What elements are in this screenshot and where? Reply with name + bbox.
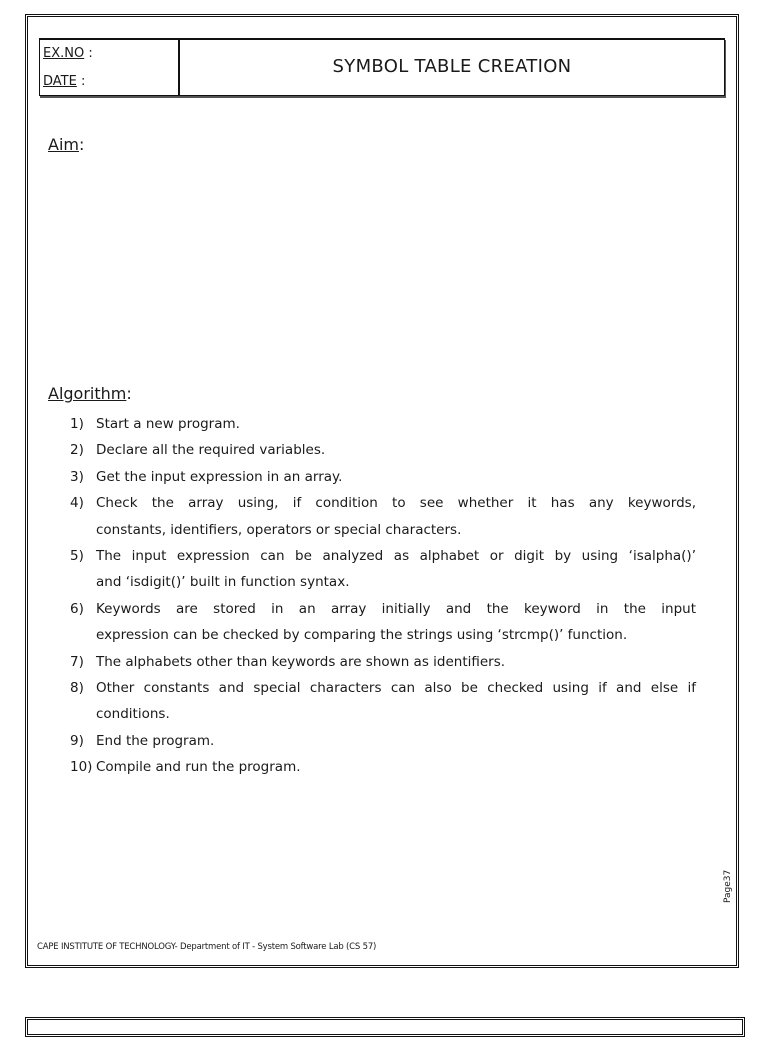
step-text-line-1: Check the array using, if condition to see whether it has any keywords, [96,495,696,512]
step-text: Declare all the required variables. [96,442,326,459]
step-text: Compile and run the program. [96,759,301,776]
document-title: SYMBOL TABLE CREATION [332,56,572,77]
step-text [96,490,696,543]
step-text-line-1: The input expression can be analyzed as alphabet or digit by using ‘isalpha()’ [96,548,696,565]
step-item [70,490,696,543]
page-number: Page37 [723,869,733,903]
step-number: 9) [70,732,84,749]
header-table [39,38,725,96]
step-text [96,675,696,728]
step-number: 4) [70,495,84,512]
step-text-line-2: expression can be checked by comparing the strings using ‘strcmp()’ function. [96,627,628,644]
step-number: 7) [70,653,84,670]
step-item [70,675,696,728]
step-text-line-1: Keywords are stored in an array initially and the keyword in the input [96,600,696,617]
aim-heading [48,135,84,154]
exno-label: EX.NO [43,46,85,61]
aim-heading-text: Aim [48,135,79,154]
page-frame [25,14,739,968]
step-item [70,411,696,437]
step-item [70,728,696,754]
step-text-line-2: and ‘isdigit()’ built in function syntax. [96,574,350,591]
next-page-frame [25,1017,745,1037]
step-number: 5) [70,548,84,565]
date-separator: : [76,74,86,89]
step-text [96,596,696,649]
step-text: End the program. [96,732,215,749]
step-number: 10) [70,759,93,776]
step-number: 1) [70,416,84,432]
exno-row [43,40,178,68]
step-text: Start a new program. [96,416,240,432]
step-number: 2) [70,442,84,459]
exno-separator: : [84,46,93,61]
step-item [70,464,696,490]
step-item [70,543,696,596]
algorithm-heading-text: Algorithm [48,384,127,403]
step-number: 6) [70,600,84,617]
step-item [70,754,696,780]
step-item [70,649,696,675]
step-item [70,596,696,649]
step-text-line-2: constants, identifiers, operators or special characters. [96,521,462,538]
page-footer: CAPE INSTITUTE OF TECHNOLOGY- Department of IT - System Software Lab (CS 57) [37,942,377,952]
step-number: 3) [70,468,84,485]
aim-heading-colon: : [78,135,85,154]
step-number: 8) [70,680,84,697]
step-text-line-2: conditions. [96,706,170,723]
algorithm-heading-colon: : [126,384,132,403]
date-row [43,68,178,96]
step-text: The alphabets other than keywords are shown as identifiers. [96,653,506,670]
algorithm-steps [70,411,696,781]
header-meta-cell [40,40,180,95]
date-label: DATE [43,74,77,89]
step-text [96,543,696,596]
step-text: Get the input expression in an array. [96,468,343,485]
step-text-line-1: Other constants and special characters can also be checked using if and else if [96,680,696,697]
step-item [70,437,696,463]
algorithm-heading [48,384,132,403]
